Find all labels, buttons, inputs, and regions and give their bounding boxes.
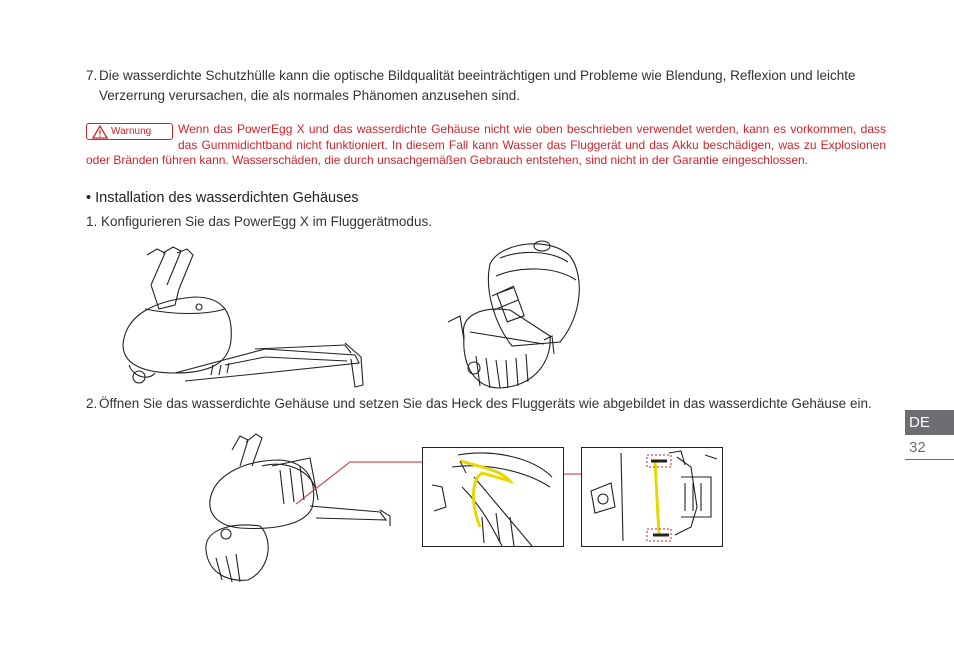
list-item-7 (86, 66, 886, 106)
drone-in-case-illustration (200, 430, 430, 585)
warning-block (86, 122, 886, 169)
page-number: 32 (905, 436, 954, 460)
step-number: 2. (86, 396, 98, 411)
seal-detail-1-illustration (422, 447, 564, 547)
drone-aircraft-mode-illustration (115, 245, 370, 395)
warning-triangle-icon (92, 125, 108, 139)
item-number: 7. (86, 68, 98, 83)
warning-badge (86, 123, 173, 140)
waterproof-case-illustration (440, 236, 590, 396)
step-number: 1. (86, 214, 98, 229)
warning-badge-label: Warnung (111, 126, 152, 137)
item-text: Die wasserdichte Schutzhülle kann die optische Bildqualität beeinträchtigen und Probleme wie Blendung, Reflexion und leichte Verzerrung verursachen, die als normales Phänomen anzusehen sind. (99, 68, 856, 103)
step-text: Konfigurieren Sie das PowerEgg X im Fluggerätmodus. (101, 214, 432, 229)
seal-detail-2-illustration (581, 447, 723, 547)
step-text: Öffnen Sie das wasserdichte Gehäuse und setzen Sie das Heck des Fluggeräts wie abgebildet in das wasserdichte Gehäuse ein. (99, 396, 872, 411)
warning-text: Wenn das PowerEgg X und das wasserdichte Gehäuse nicht wie oben beschrieben verwendet werden, kann es vorkommen, dass das Gummidichtband nicht funktioniert. In diesem Fall kann Wasser das Fluggerät und das Akku beschädigen, was zu Explosionen oder Bränden führen kann. Wasserschäden, die durch unsachgemäßen Gebrauch entstehen, sind nicht in der Garantie eingeschlossen. (86, 122, 886, 167)
section-title: • Installation des wasserdichten Gehäuses (86, 190, 359, 206)
language-tab: DE (905, 410, 954, 435)
step-1 (86, 214, 432, 229)
callout-connector (564, 472, 582, 476)
step-2 (86, 394, 886, 414)
